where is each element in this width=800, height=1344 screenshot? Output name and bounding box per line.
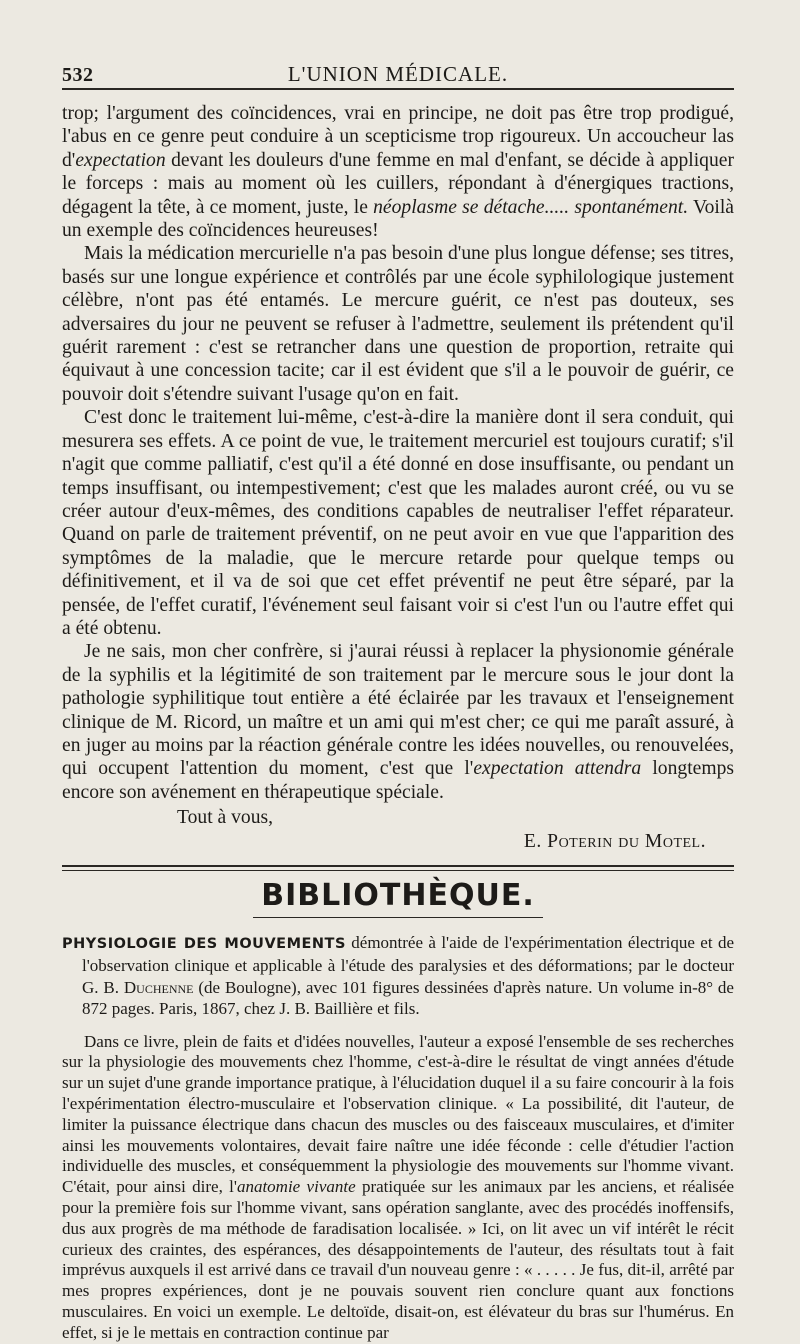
salutation: Tout à vous, <box>177 807 274 829</box>
text-run: pratiquée sur les animaux par les anciens, et réalisée pour la première fois sur l'homme vivant, sans opération sanglante, avec des procédés inoffensifs, dus aux progrès de ma méthode de faradisation localisée. » Ici, on lit avec un vif intérêt le récit curieux des craintes, des espérances, des désappointements de l'auteur, des résultats tout à fait imprévus auxquels il est arrivé dans ce travail d'un nouveau genre : « . . . . . Je fus, dit-il, arrêté par mes propres expériences, dont je ne pouvais souvent rien conclure quant aux fonctions musculaires. En voici un exemple. Le deltoïde, disait-on, est élévateur du bras sur l'humérus. En effet, si je le mettais en contraction continue par <box>62 1177 734 1342</box>
book-author: G. B. Duchenne <box>82 977 194 997</box>
running-head <box>62 56 734 90</box>
text-run: devant les douleurs d'une femme en mal d'enfant, se décide à appliquer le forceps : mais au moment où les cuillers, répondant à d'énergiques tractions, dégagent la tête, à ce moment, juste, le <box>62 149 734 218</box>
bibliography-entry <box>62 932 734 1020</box>
text-run: Voilà un exemple des coïncidences heureuses! <box>62 196 734 242</box>
text-run: longtemps encore son avénement en thérapeutique spéciale. <box>62 758 734 803</box>
letter-paragraph-3: C'est donc le traitement lui-même, c'est-à-dire la manière dont il sera conduit, qui mesurera ses effets. A ce point de vue, le traitement mercuriel est toujours curatif; s'il n'agit que comme palliatif, c'est qu'il a été donné en dose insuffisante, ou pendant un temps insuffisant, ou intempestivement; c'est que les malades auront créé, ou vu se créer autour d'eux-mêmes, des conditions capables de neutraliser l'effet réparateur. Quand on parle de traitement préventif, on ne peut avoir en vue que l'apparition des symptômes de la maladie, que le mercure retarde pour quelque temps ou définitivement, et il va de soi que cet effet préventif ne peut être séparé, par la pensée, de l'effet curatif, l'événement seul faisant voir si c'est l'un ou l'autre effet qui a été obtenu. <box>62 407 734 639</box>
letter-closing <box>62 806 734 853</box>
signature: E. Poterin du Motel. <box>523 830 706 852</box>
text-run: trop; l'argument des coïncidences, vrai en principe, ne doit pas être trop prodigué, l'abus en ce genre peut conduire à un scepticisme trop rigoureux. Un accoucheur las d' <box>62 103 734 171</box>
italic-text: expectation attendra <box>473 758 642 780</box>
text-run: Je ne sais, mon cher confrère, si j'aurai réussi à replacer la physionomie générale de la syphilis et la légitimité de son traitement par le mercure sous le jour dont la pathologie syphilitique tout entière a été éclairée par les travaux et l'enseignement clinique de M. Ricord, un maître et un ami qui m'est cher; ce qui me paraît assuré, à en juger au moins par la réaction générale contre les idées nouvelles, ou renouvelées, qui occupent l'attention du moment, c'est que l' <box>62 641 734 780</box>
book-title: PHYSIOLOGIE DES MOUVEMENTS <box>62 936 346 952</box>
journal-title: L'UNION MÉDICALE. <box>287 62 509 86</box>
italic-text: néoplasme se détache..... spontanément. <box>373 196 689 218</box>
letter-paragraph-1 <box>62 102 734 242</box>
page-number: 532 <box>62 64 94 86</box>
italic-text: expectation <box>75 149 166 171</box>
section-divider <box>62 865 734 871</box>
review-paragraph <box>62 1032 734 1344</box>
heading-underline <box>253 917 543 918</box>
letter-body <box>62 102 734 853</box>
section-heading: BIBLIOTHÈQUE. <box>261 878 535 913</box>
letter-paragraph-4 <box>62 640 734 804</box>
letter-paragraph-2: Mais la médication mercurielle n'a pas besoin d'une plus longue défense; ses titres, basés sur une longue expérience et contrôlés par une école syphilologique justement célèbre, n'ont pas été entamés. Le mercure guérit, ce n'est pas douteux, ses adversaires du jour ne peuvent se refuser à l'admettre, seulement ils prétendent qu'il guérit rarement : c'est se retrancher dans une question de proportion, retraite qui équivaut à une concession tacite; car il est évident que s'il a le pouvoir de guérir, ce pouvoir doit s'étendre suivant l'usage qu'on en fait. <box>62 243 734 405</box>
text-run: démontrée à l'aide de l'expérimentation électrique et de l'observation clinique et applicable à l'étude des paralysies et des déformations; par le docteur <box>82 933 734 976</box>
text-run: Dans ce livre, plein de faits et d'idées nouvelles, l'auteur a exposé l'ensemble de ses recherches sur la physiologie des mouvements chez l'homme, c'est-à-dire le résultat de vingt années d'étude sur un sujet d'une grande importance pratique, à l'élucidation duquel il a su faire concourir à la fois l'expérimentation électro-musculaire et l'observation clinique. « La possibilité, dit l'auteur, de limiter la puissance électrique dans chacun des muscles ou des faisceaux musculaires, et d'imiter ainsi les mouvements volontaires, devait faire naître une idée féconde : celle d'étudier l'action individuelle des muscles, et conséquemment la physiologie des mouvements sur l'homme vivant. C'était, pour ainsi dire, l' <box>62 1031 734 1197</box>
text-run: (de Boulogne), avec 101 figures dessinées d'après nature. Un volume in-8° de 872 pages. Paris, 1867, chez J. B. Baillière et fils. <box>82 977 734 1019</box>
italic-text: anatomie vivante <box>236 1177 356 1197</box>
